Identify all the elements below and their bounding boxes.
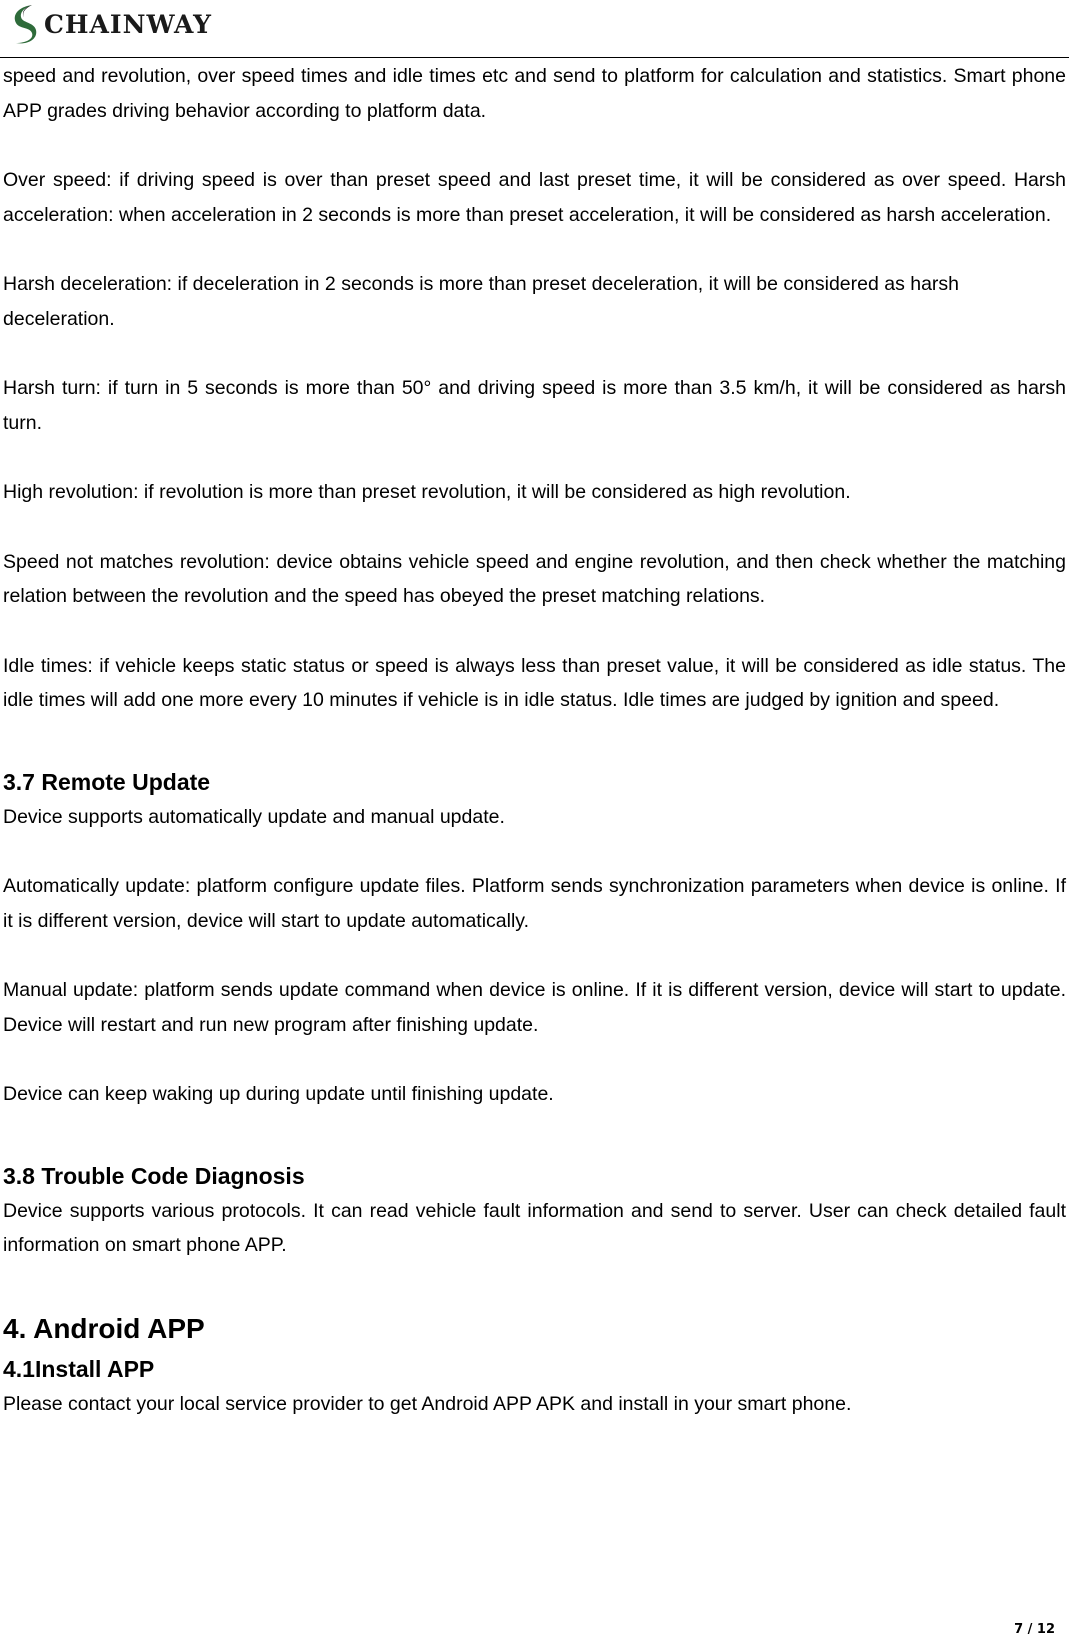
heading-install-app: 4.1Install APP — [3, 1355, 155, 1382]
heading-remote-update: 3.7 Remote Update — [3, 768, 211, 795]
paragraph-keep-waking: Device can keep waking up during update until finishing update. — [3, 1083, 554, 1105]
header-rule — [0, 57, 1069, 58]
page-number: 7 / 12 — [1014, 1622, 1055, 1637]
document-body — [3, 59, 1066, 1421]
paragraph-remote-intro: Device supports automatically update and manual update. — [3, 805, 505, 828]
paragraph-intro: speed and revolution, over speed times and idle times etc and send to platform for calculation and statistics. Smart phone APP grades driving behavior according to platform data. — [3, 65, 1066, 122]
paragraph-speed-revolution: Speed not matches revolution: device obtains vehicle speed and engine revolution, and then check whether the matching relation between the revolution and the speed has obeyed the preset matching relations. — [3, 550, 1066, 607]
paragraph-auto-update: Automatically update: platform configure update files. Platform sends synchronization parameters when device is online. If it is different version, device will start to update automatically. — [3, 875, 1066, 932]
chainway-logo — [10, 0, 212, 48]
paragraph-harsh-deceleration: Harsh deceleration: if deceleration in 2 seconds is more than preset deceleration, it will be considered as harsh deceleration. — [3, 273, 960, 330]
chainway-leaf-icon — [10, 3, 40, 45]
paragraph-harsh-turn: Harsh turn: if turn in 5 seconds is more than 50° and driving speed is more than 3.5 km/h, it will be considered as harsh turn. — [3, 377, 1066, 434]
paragraph-manual-update: Manual update: platform sends update command when device is online. If it is different version, device will start to update. Device will restart and run new program after finishing update. — [3, 979, 1066, 1036]
paragraph-install: Please contact your local service provider to get Android APP APK and install in your smart phone. — [3, 1392, 852, 1415]
logo-text: CHAINWAY — [44, 9, 212, 39]
paragraph-high-revolution: High revolution: if revolution is more than preset revolution, it will be considered as high revolution. — [3, 481, 851, 503]
page-header — [0, 0, 1069, 58]
heading-trouble-code: 3.8 Trouble Code Diagnosis — [3, 1162, 305, 1189]
paragraph-trouble-code: Device supports various protocols. It can read vehicle fault information and send to server. User can check detailed fault information on smart phone APP. — [3, 1199, 1066, 1256]
heading-android-app: 4. Android APP — [3, 1312, 205, 1344]
paragraph-over-speed: Over speed: if driving speed is over than preset speed and last preset time, it will be considered as over speed. Harsh acceleration: when acceleration in 2 seconds is more than preset acceleration, it will be considered as harsh acceleration. — [3, 169, 1066, 226]
paragraph-idle-times: Idle times: if vehicle keeps static status or speed is always less than preset value, it will be considered as idle status. The idle times will add one more every 10 minutes if vehicle is in idle status. Idle times are judged by ignition and speed. — [3, 654, 1066, 711]
